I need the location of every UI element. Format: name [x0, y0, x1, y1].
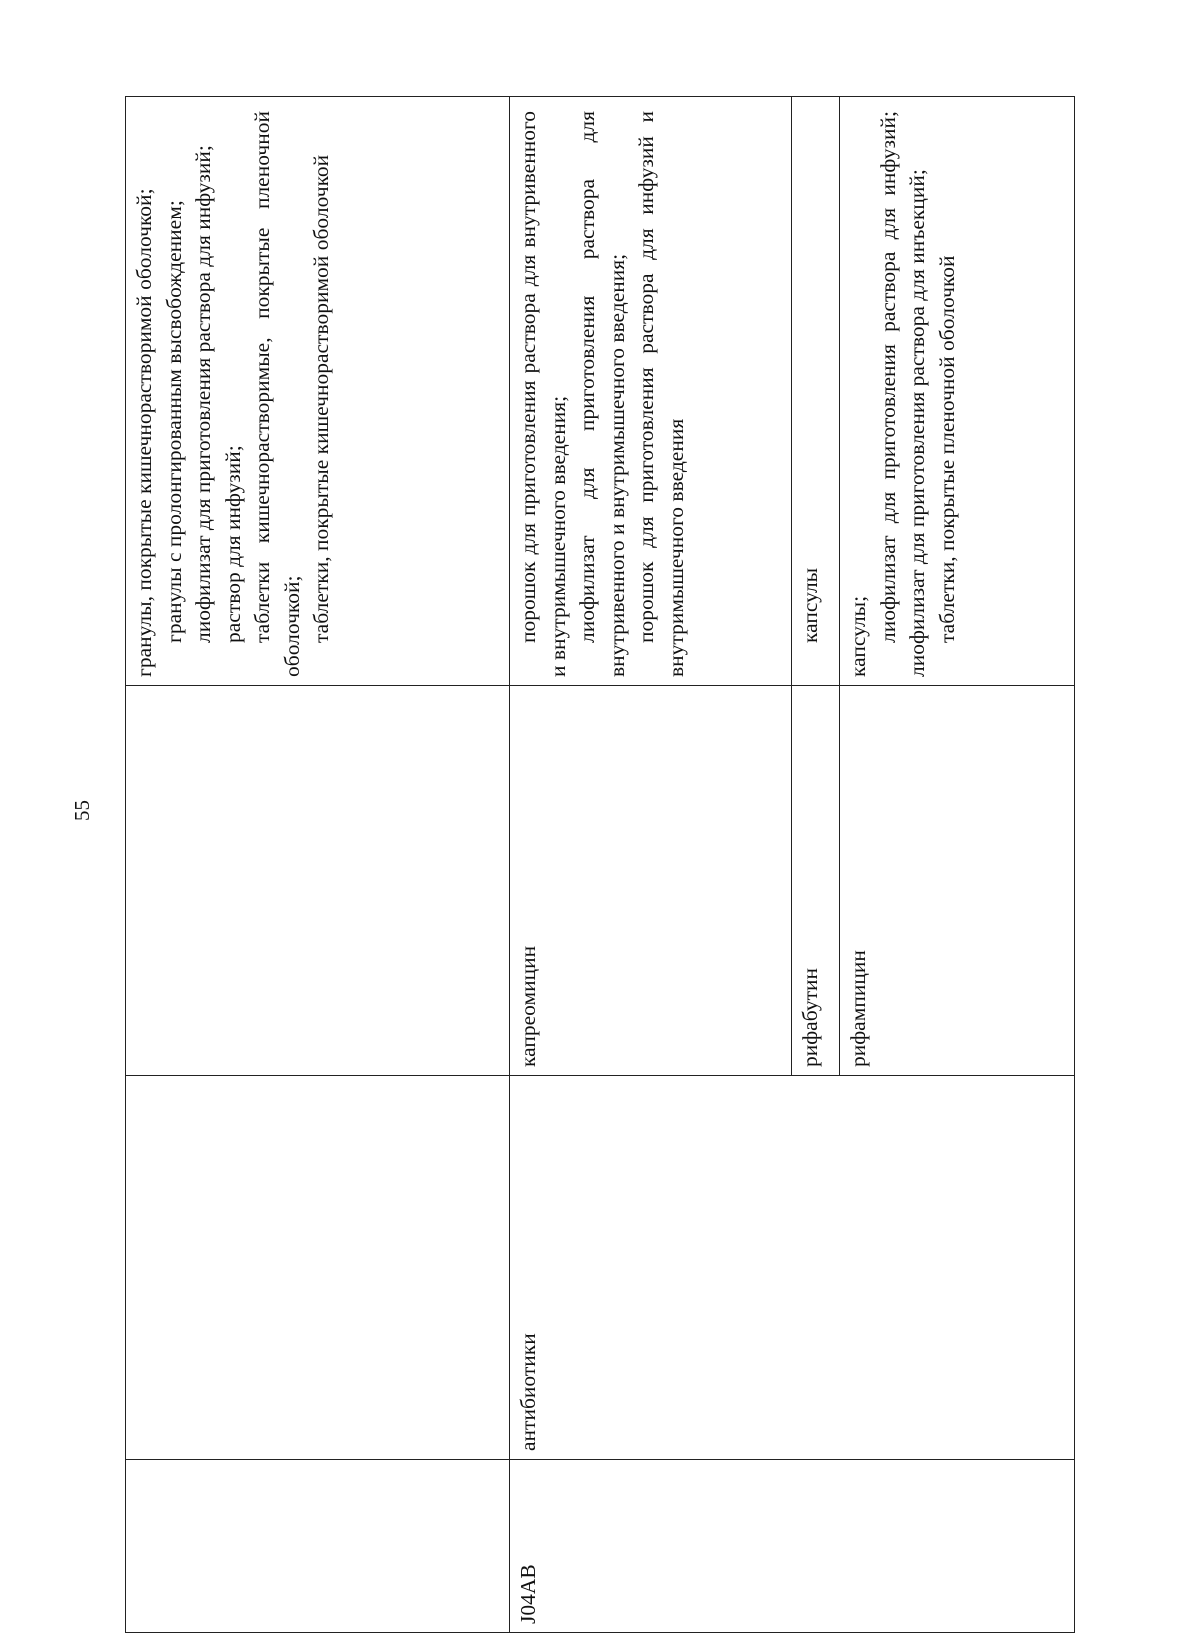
atc-code-cell: J04AB: [510, 1460, 1075, 1633]
dosage-form: лиофилизат для приготовления раствора для внутривенного и внутримышечного введения;: [575, 111, 629, 677]
table-row-drug: [510, 97, 792, 1633]
dosage-form: порошок для приготовления раствора для инфузий и внутримышечного введения: [634, 111, 688, 677]
dosage-forms-cell: [510, 97, 792, 686]
dosage-form: таблетки кишечнорастворимые, покрытые пленочной оболочкой;: [250, 111, 304, 677]
dosage-forms-cell: [126, 97, 510, 686]
drug-name-cell: рифампицин: [840, 686, 1075, 1076]
dosage-form: таблетки, покрытые кишечнорастворимой оболочкой: [309, 154, 333, 643]
atc-code-cell-empty: [126, 1460, 510, 1633]
dosage-form: гранулы с пролонгированным высвобождением;: [161, 200, 186, 643]
dosage-form: таблетки, покрытые пленочной оболочкой: [934, 255, 959, 643]
page-number: 55: [70, 800, 94, 821]
dosage-forms-cell: [792, 97, 840, 686]
dosage-form: лиофилизат для приготовления раствора для инфузий; лиофилизат для приготовления раствора для инъекций;: [875, 111, 929, 677]
table-row-continuation: [126, 97, 510, 1633]
group-name-cell: антибиотики: [510, 1076, 1075, 1460]
dosage-form: раствор для инфузий;: [220, 445, 245, 643]
group-name-cell-empty: [126, 1076, 510, 1460]
medication-table: [125, 96, 1075, 1633]
drug-name-cell: капреомицин: [510, 686, 792, 1076]
dosage-form: капсулы;: [846, 595, 870, 677]
dosage-forms-cell: [840, 97, 1075, 686]
drug-name-cell: рифабутин: [792, 686, 840, 1076]
dosage-form: лиофилизат для приготовления раствора для инфузий;: [191, 145, 215, 643]
drug-name-cell-empty: [126, 686, 510, 1076]
dosage-form: гранулы, покрытые кишечнорастворимой оболочкой;: [132, 188, 156, 677]
dosage-form: капсулы: [798, 567, 822, 643]
dosage-form: порошок для приготовления раствора для внутривенного и внутримышечного введения;: [516, 111, 570, 677]
medication-table-frame: [125, 97, 1075, 1633]
